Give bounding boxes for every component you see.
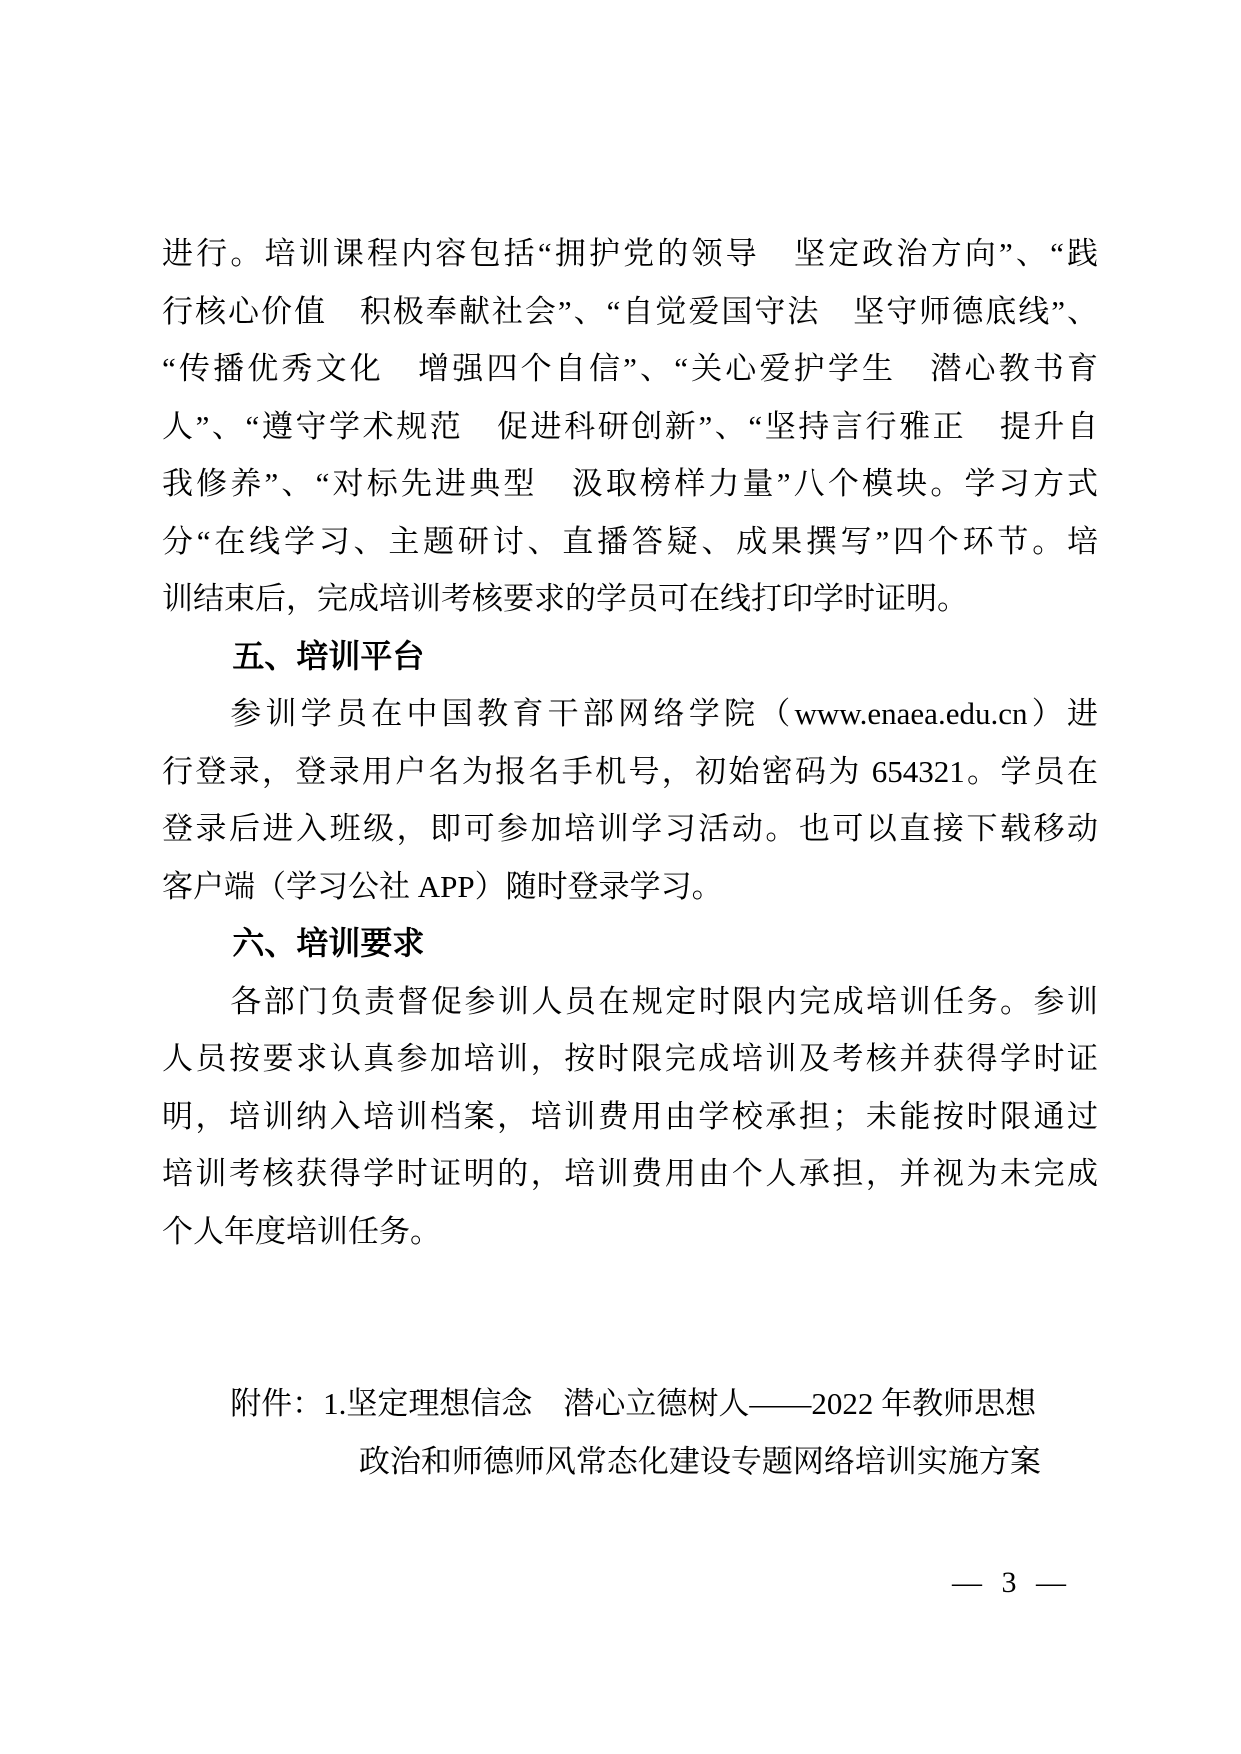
body-line: 客户端（学习公社 APP）随时登录学习。 [162, 868, 723, 904]
body-line: 明，培训纳入培训档案，培训费用由学校承担；未能按时限通过 [162, 1098, 1098, 1134]
section-heading-6: 六、培训要求 [232, 925, 425, 961]
blank-line [162, 1260, 1098, 1318]
blank-line [162, 1318, 1098, 1376]
body-line: 培训考核获得学时证明的，培训费用由个人承担，并视为未完成 [162, 1156, 1098, 1191]
body-line: 分“在线学习、主题研讨、直播答疑、成果撰写”四个环节。培 [162, 523, 1098, 559]
body-line: 人员按要求认真参加培训，按时限完成培训及考核并获得学时证 [162, 1041, 1098, 1076]
body-line: 人”、“遵守学术规范 促进科研创新”、“坚持言行雅正 提升自 [162, 408, 1098, 444]
body-line: 我修养”、“对标先进典型 汲取榜样力量”八个模块。学习方式 [162, 466, 1098, 501]
body-line: 行核心价值 积极奉献社会”、“自觉爱国守法 坚守师德底线”、 [162, 293, 1098, 329]
body-line: 进行。培训课程内容包括“拥护党的领导 坚定政治方向”、“践 [162, 236, 1098, 271]
page-number: — 3 — [952, 1566, 1066, 1599]
attachment-line: 附件：1.坚定理想信念 潜心立德树人——2022 年教师思想 [230, 1386, 1037, 1421]
body-line: 各部门负责督促参训人员在规定时限内完成培训任务。参训 [230, 983, 1098, 1019]
body-line: 行登录，登录用户名为报名手机号，初始密码为 654321。学员在 [162, 753, 1098, 789]
body-line: 登录后进入班级，即可参加培训学习活动。也可以直接下载移动 [162, 811, 1098, 846]
section-heading-5: 五、培训平台 [232, 637, 425, 674]
attachment-line: 政治和师德师风常态化建设专题网络培训实施方案 [358, 1443, 1041, 1479]
body-line: 个人年度培训任务。 [162, 1213, 441, 1249]
body-line: 训结束后，完成培训考核要求的学员可在线打印学时证明。 [162, 581, 968, 616]
body-line: “传播优秀文化 增强四个自信”、“关心爱护学生 潜心教书育 [162, 351, 1098, 386]
document-body [162, 225, 1098, 1490]
body-line: 参训学员在中国教育干部网络学院（www.enaea.edu.cn）进 [230, 696, 1098, 731]
